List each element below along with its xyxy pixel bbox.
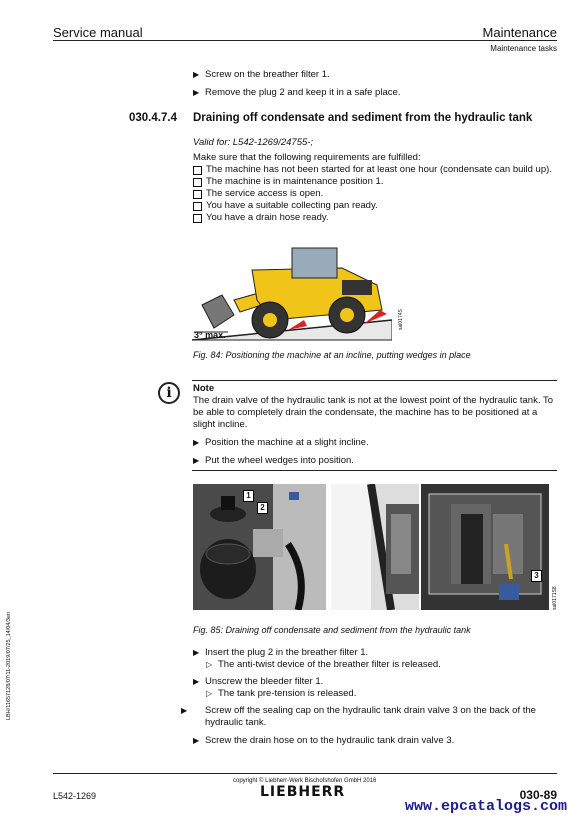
checkbox-icon — [193, 214, 202, 223]
note-text: The drain valve of the hydraulic tank is not at the lowest point of the hydraulic tank. To be able to completely drain the condensate, the machine has to be positioned at a slight incline. — [193, 395, 553, 430]
requirements-intro: Make sure that the following requirements are fulfilled: — [193, 152, 421, 163]
arrow-icon: ▶ — [193, 438, 200, 447]
section-number: 030.4.7.4 — [129, 112, 177, 124]
step-1: ▶ Insert the plug 2 in the breather filter 1. ▷ The anti-twist device of the breather filter is released. — [193, 647, 441, 670]
checkbox-icon — [193, 202, 202, 211]
result-icon: ▷ — [206, 689, 213, 698]
checkbox-icon — [193, 166, 202, 175]
footer-rule — [53, 773, 557, 774]
intro-step-2: ▶ Remove the plug 2 and keep it in a safe place. — [193, 87, 401, 98]
arrow-icon: ▶ — [193, 70, 200, 79]
checkbox-icon — [193, 190, 202, 199]
page-number: 030-89 — [519, 788, 557, 802]
step-4: ▶ Screw the drain hose on to the hydraulic tank drain valve 3. — [193, 735, 455, 746]
requirements-list — [193, 164, 558, 224]
header-subchapter: Maintenance tasks — [490, 44, 557, 53]
section-title: Draining off condensate and sediment from the hydraulic tank — [193, 112, 533, 124]
note-title: Note — [193, 383, 215, 394]
model-number: L542-1269 — [53, 791, 97, 801]
intro-step-1: ▶ Screw on the breather filter 1. — [193, 69, 330, 80]
watermark: www.epcatalogs.com — [405, 798, 568, 815]
arrow-icon: ▶ — [193, 648, 200, 657]
arrow-icon: ▶ — [193, 88, 200, 97]
fig84-code: sal0174S — [398, 309, 404, 330]
list-item: The service access is open. — [193, 188, 558, 200]
header-rule — [53, 40, 557, 41]
header-chapter: Maintenance — [482, 25, 557, 40]
arrow-icon: ▶ — [181, 706, 188, 715]
list-item: The machine has not been started for at least one hour (condensate can build up). — [193, 164, 558, 176]
list-item: You have a suitable collecting pan ready. — [193, 200, 558, 212]
step-2: ▶ Unscrew the bleeder filter 1. ▷ The tank pre-tension is released. — [193, 676, 357, 699]
step-3: ▶ Screw off the sealing cap on the hydraulic tank drain valve 3 on the back of the hydraulic tank. — [181, 705, 536, 728]
note-top-rule — [192, 380, 557, 381]
fig85-code: sal0171S8 — [552, 586, 558, 610]
photo-drain-valve — [421, 484, 549, 610]
liebherr-logo: LIEBHERR — [260, 784, 346, 800]
fig85-caption: Fig. 85: Draining off condensate and sediment from the hydraulic tank — [193, 625, 471, 635]
header-title: Service manual — [53, 25, 143, 40]
list-item: The machine is in maintenance position 1. — [193, 176, 558, 188]
info-icon: i — [158, 382, 180, 404]
arrow-icon: ▶ — [193, 677, 200, 686]
note-bottom-rule — [192, 470, 557, 471]
list-item: You have a drain hose ready. — [193, 212, 558, 224]
callout-3: 3 — [531, 570, 542, 582]
incline-label: 3° max. — [194, 330, 226, 340]
photo-tank-back — [331, 484, 419, 610]
result-icon: ▷ — [206, 660, 213, 669]
side-document-code: LBH/11657128/07/11-2019/07/25_14/04/3en — [6, 611, 12, 720]
callout-1: 1 — [243, 490, 254, 502]
checkbox-icon — [193, 178, 202, 187]
note-step-1: ▶ Position the machine at a slight incline. — [193, 437, 369, 448]
fig84-caption: Fig. 84: Positioning the machine at an incline, putting wedges in place — [193, 350, 471, 360]
photo-breather-filter — [193, 484, 326, 610]
arrow-icon: ▶ — [193, 456, 200, 465]
copyright: copyright © Liebherr-Werk Bischofshofen GmbH 2016 — [233, 778, 377, 784]
arrow-icon: ▶ — [193, 736, 200, 745]
valid-for: Valid for: L542-1269/24755-; — [193, 137, 314, 148]
loader-illustration — [192, 240, 392, 342]
callout-2: 2 — [257, 502, 268, 514]
note-step-2: ▶ Put the wheel wedges into position. — [193, 455, 354, 466]
